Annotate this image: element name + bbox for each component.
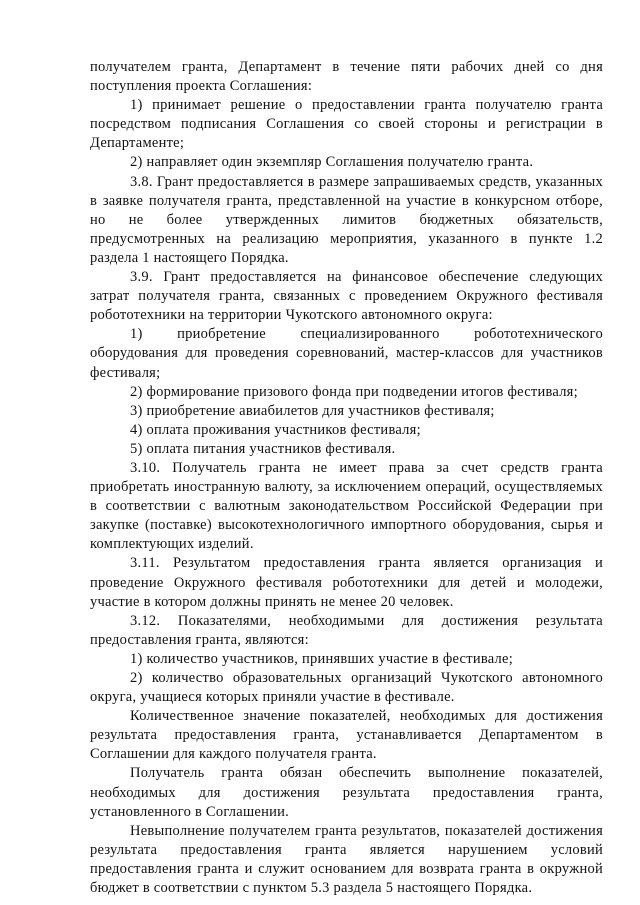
- paragraph-quantity: Количественное значение показателей, необходимых для достижения результата предоставления гранта, устанавливается Департаментом в Соглашении для каждого получателя гранта.: [90, 708, 603, 763]
- paragraph-expense-2: 2) формирование призового фонда при подведении итогов фестиваля;: [130, 383, 578, 400]
- paragraph-indicator-1: 1) количество участников, принявших участие в фестивале;: [130, 650, 514, 667]
- paragraph-3-8: 3.8. Грант предоставляется в размере запрашиваемых средств, указанных в заявке получателя гранта, представленной на участие в конкурсном отборе, но не более утвержденных лимитов бюджетных обязательств, предусмотренных на реализацию мероприятия, указанного в пункте 1.2 раздела 1 настоящего Порядка.: [90, 173, 603, 266]
- paragraph-3-10: 3.10. Получатель гранта не имеет права за счет средств гранта приобретать иностранную валюту, за исключением операций, осуществляемых в соответствии с валютным законодательством Российской Федерации при закупке (поставке) высокотехнологичного импортного оборудования, сырья и комплектующих изделий.: [90, 459, 603, 553]
- paragraph-expense-5: 5) оплата питания участников фестиваля.: [130, 440, 396, 457]
- paragraph-item-2: 2) направляет один экземпляр Соглашения получателю гранта.: [130, 154, 534, 171]
- paragraph-3-12: 3.12. Показателями, необходимыми для достижения результата предоставления гранта, являются:: [90, 612, 603, 648]
- paragraph-3-11: 3.11. Результатом предоставления гранта является организация и проведение Окружного фестиваля робототехники для детей и молодежи, участие в котором должны принять не менее 20 человек.: [90, 555, 603, 610]
- paragraph-continuation: получателем гранта, Департамент в течение пяти рабочих дней со дня поступления проекта Соглашения:: [90, 59, 603, 95]
- paragraph-indicator-2: 2) количество образовательных организаций Чукотского автономного округа, учащиеся которых приняли участие в фестивале.: [90, 670, 603, 706]
- paragraph-expense-3: 3) приобретение авиабилетов для участников фестиваля;: [130, 402, 495, 419]
- paragraph-noncompliance: Невыполнение получателем гранта результатов, показателей достижения результата предоставления гранта является нарушением условий предоставления гранта и служит основанием для возврата гранта в окружной бюджет в соответствии с пунктом 5.3 раздела 5 настоящего Порядка.: [90, 822, 603, 897]
- document-body: [90, 58, 603, 898]
- paragraph-expense-1: 1) приобретение специализированного робототехнического оборудования для проведения соревнований, мастер-классов для участников фестиваля;: [90, 326, 603, 381]
- paragraph-expense-4: 4) оплата проживания участников фестиваля;: [130, 421, 421, 438]
- paragraph-3-9: 3.9. Грант предоставляется на финансовое обеспечение следующих затрат получателя гранта, связанных с проведением Окружного фестиваля робототехники на территории Чукотского автономного округа:: [90, 269, 603, 324]
- paragraph-item-1: 1) принимает решение о предоставлении гранта получателю гранта посредством подписания Соглашения со своей стороны и регистрации в Департаменте;: [90, 97, 603, 152]
- paragraph-obligation: Получатель гранта обязан обеспечить выполнение показателей, необходимых для достижения результата предоставления гранта, установленного в Соглашении.: [90, 765, 603, 820]
